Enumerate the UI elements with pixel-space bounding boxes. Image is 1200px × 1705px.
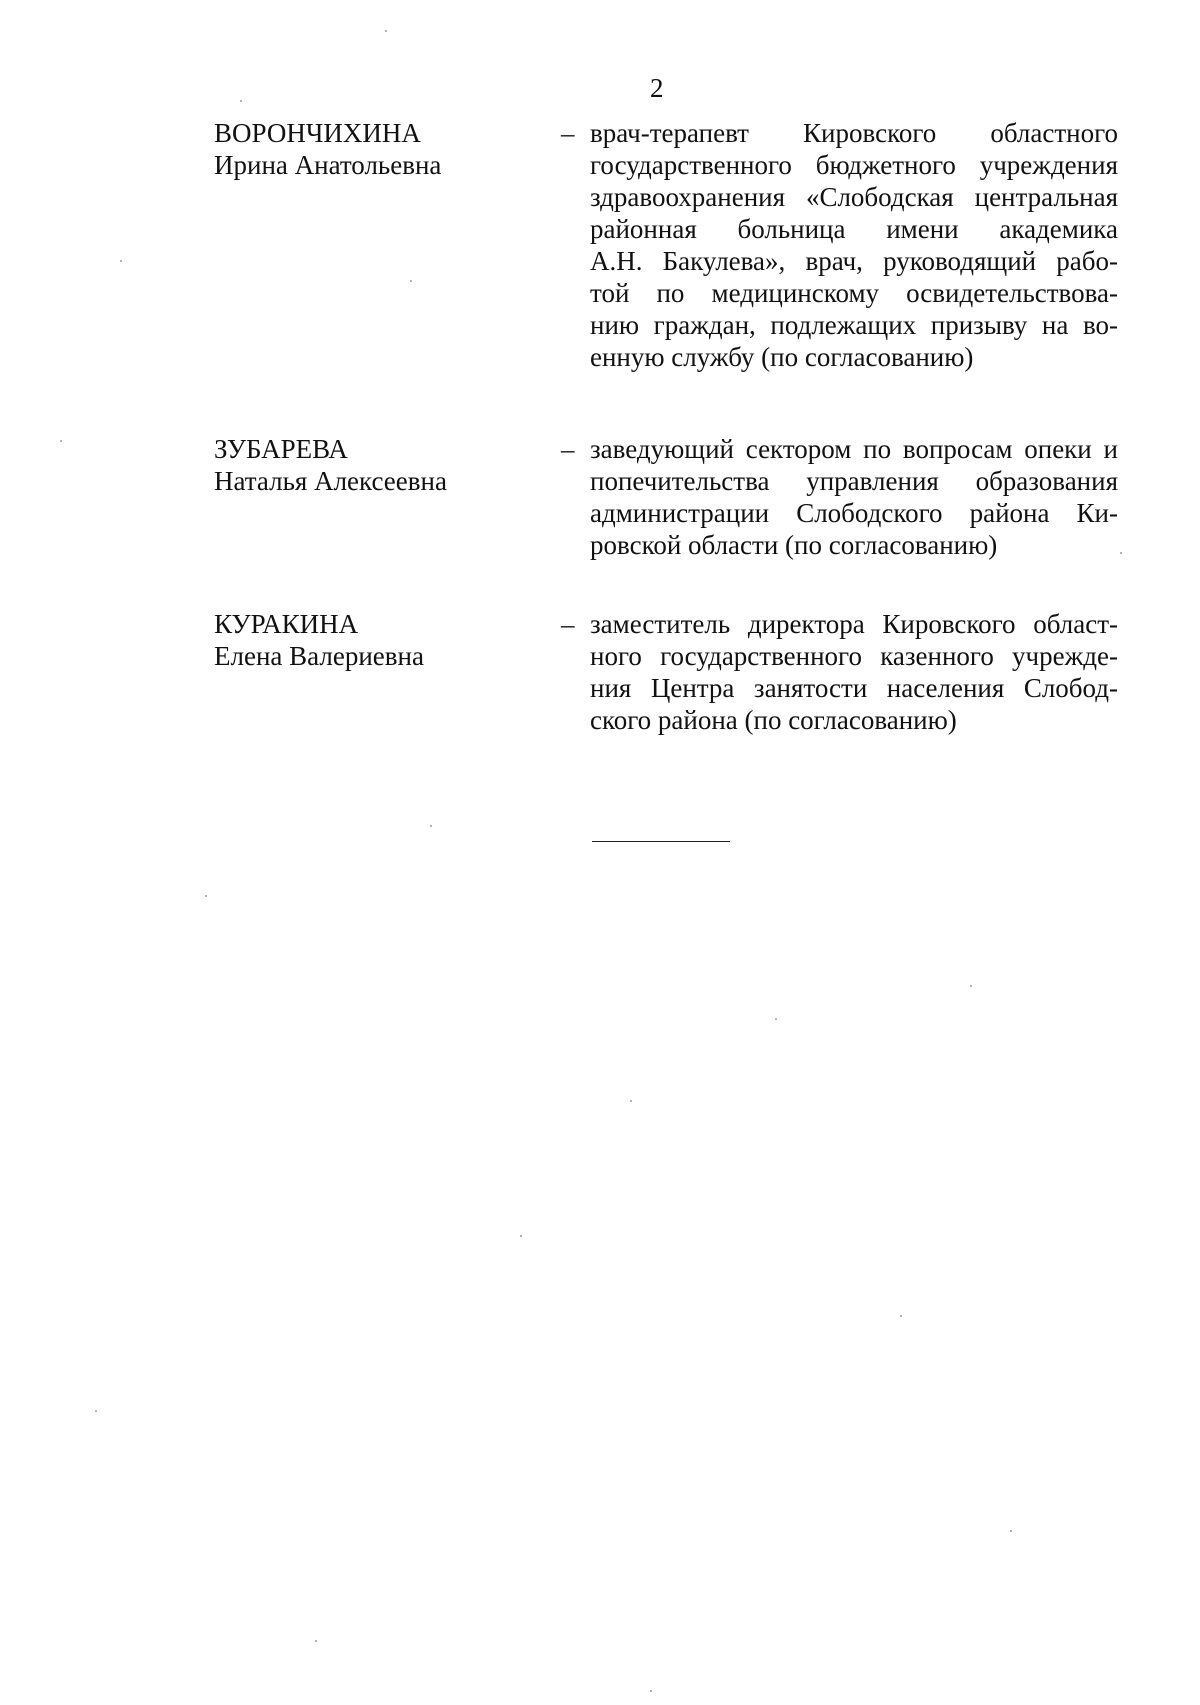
scan-speck [410,280,412,282]
position-line: нию граждан, подлежащих призыву на во- [590,310,1118,340]
position-line: заместитель директора Кировского област- [590,609,1118,639]
position-line: врач-терапевт Кировского областного [590,118,1118,148]
scan-speck [900,1315,902,1317]
position-line: А.Н. Бакулева», врач, руководящий рабо- [590,246,1118,276]
member-surname: ВОРОНЧИХИНА [214,118,421,148]
member-surname: КУРАКИНА [214,609,359,639]
entry-dash: – [561,434,575,464]
position-line: районная больница имени академика [590,214,1118,244]
position-line: заведующий сектором по вопросам опеки и [590,434,1118,464]
scan-speck [95,1410,97,1412]
member-name [214,117,441,181]
member-name [214,608,424,672]
entry-dash: – [561,609,575,639]
position-line: той по медицинскому освидетельствова- [590,278,1118,308]
member-surname: ЗУБАРЕВА [214,434,348,464]
closing-rule [592,841,730,842]
member-name [214,433,447,497]
member-given-names: Ирина Анатольевна [214,150,442,180]
position-line: енную службу (по согласованию) [590,342,974,372]
scan-speck [205,895,207,897]
scan-speck [630,1100,632,1102]
member-position [590,117,1118,373]
member-position [590,433,1118,561]
scan-speck [1120,552,1122,554]
page-number: 2 [650,73,664,103]
position-line: администрации Слободского района Ки- [590,498,1118,528]
scan-speck [315,1640,317,1642]
member-given-names: Елена Валериевна [214,641,424,671]
position-line: ского района (по согласованию) [590,705,957,735]
position-line: попечительства управления образования [590,466,1118,496]
member-position [590,608,1118,736]
member-given-names: Наталья Алексеевна [214,466,447,496]
scan-speck [650,1690,652,1692]
position-line: здравоохранения «Слободская центральная [590,182,1118,212]
scan-speck [430,825,432,827]
scan-speck [970,985,972,987]
scan-speck [120,260,122,262]
position-line: ния Центра занятости населения Слобод- [590,673,1118,703]
position-line: государственного бюджетного учреждения [590,150,1118,180]
scan-speck [240,100,242,102]
scan-speck [385,30,387,32]
position-line: ровской области (по согласованию) [590,530,998,560]
position-line: ного государственного казенного учрежде- [590,641,1118,671]
scan-speck [520,1235,522,1237]
scan-speck [1010,1530,1012,1532]
scan-speck [60,440,62,442]
entry-dash: – [561,118,575,148]
scan-speck [775,1018,777,1020]
